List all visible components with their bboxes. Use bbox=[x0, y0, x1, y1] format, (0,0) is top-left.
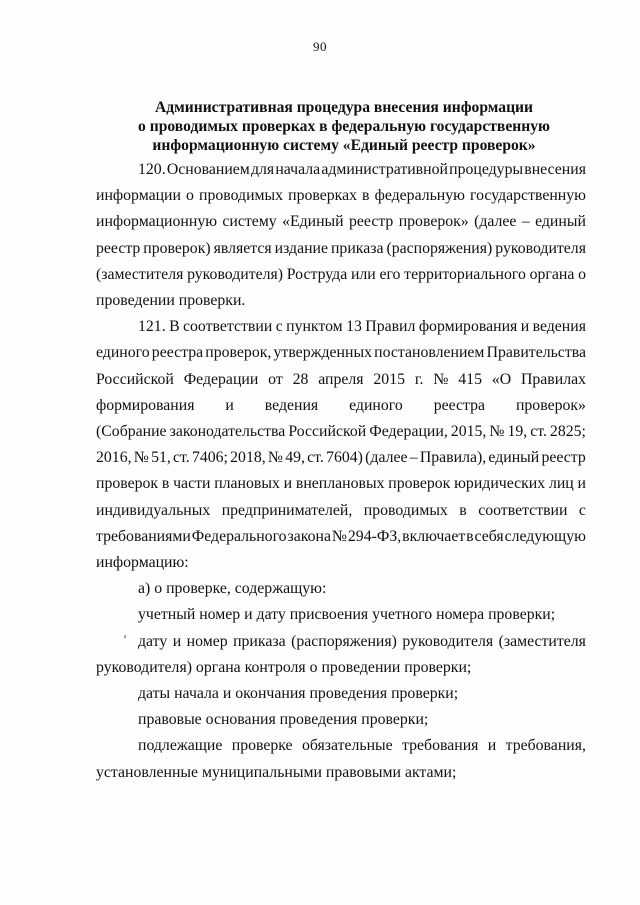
word: предпринимателей, bbox=[221, 501, 353, 519]
text-line bbox=[96, 629, 586, 655]
word: приказа bbox=[330, 239, 384, 257]
word: 2018, bbox=[230, 449, 266, 467]
word: 49, bbox=[285, 449, 305, 467]
word: 7604) bbox=[326, 449, 363, 467]
heading-line: информационную систему «Единый реестр проверок» bbox=[152, 137, 536, 155]
word: 13 bbox=[346, 318, 362, 336]
word: В bbox=[169, 318, 180, 336]
word: – bbox=[521, 213, 530, 231]
word: – bbox=[409, 449, 418, 467]
word: проверок) bbox=[143, 239, 211, 257]
text-line bbox=[96, 314, 586, 340]
word: Правилах bbox=[520, 370, 586, 388]
word: о bbox=[578, 265, 586, 283]
word: проверок bbox=[388, 475, 451, 493]
word: Российской bbox=[288, 423, 367, 441]
word: с bbox=[578, 501, 586, 519]
word: обязательные bbox=[301, 737, 393, 755]
word: территориального bbox=[404, 265, 526, 283]
word: требованиями bbox=[96, 527, 191, 545]
word: или bbox=[350, 265, 376, 283]
word: является bbox=[213, 239, 272, 257]
word: 415 bbox=[458, 370, 482, 388]
word: и bbox=[172, 632, 182, 650]
word: руководителя) bbox=[187, 265, 284, 283]
word: включает bbox=[402, 527, 466, 545]
word: постановлением bbox=[374, 344, 485, 362]
word: проверке bbox=[231, 737, 293, 755]
word: реестр bbox=[541, 449, 586, 467]
word: Российской bbox=[96, 370, 174, 388]
word: проверок bbox=[96, 475, 159, 493]
word: Федерации bbox=[183, 370, 259, 388]
word: ведения bbox=[532, 318, 586, 336]
word: в bbox=[161, 475, 170, 493]
text-line bbox=[96, 367, 586, 393]
word: (заместителя bbox=[96, 265, 184, 283]
word: и bbox=[225, 396, 234, 414]
word: проверок» bbox=[515, 396, 586, 414]
word: внеплановых bbox=[295, 475, 385, 493]
word: формирования bbox=[418, 318, 518, 336]
word: (распоряжения) bbox=[386, 239, 493, 257]
page-number: 90 bbox=[313, 39, 327, 54]
word: проверках bbox=[288, 187, 357, 205]
word: № bbox=[133, 449, 149, 467]
word: его bbox=[379, 265, 401, 283]
word: и bbox=[520, 318, 530, 336]
list-subitem: даты начала и окончания проведения проверки; bbox=[138, 685, 459, 703]
word: 2015 bbox=[373, 370, 405, 388]
word: ст. bbox=[307, 449, 324, 467]
word: индивидуальных bbox=[96, 501, 211, 519]
word: и bbox=[577, 475, 586, 493]
word: ведения bbox=[264, 396, 319, 414]
word: (далее bbox=[474, 213, 517, 231]
word: проводимых bbox=[199, 187, 284, 205]
word: 7406; bbox=[191, 449, 228, 467]
list-subitem bbox=[96, 733, 586, 785]
word: проверок» bbox=[398, 213, 469, 231]
word: 51, bbox=[151, 449, 171, 467]
word: требования bbox=[402, 737, 479, 755]
word: и bbox=[487, 737, 497, 755]
word: апреля bbox=[318, 370, 364, 388]
word: «О bbox=[491, 370, 512, 388]
word: органа bbox=[529, 265, 575, 283]
word: с bbox=[275, 318, 283, 336]
stray-mark: ' bbox=[124, 632, 127, 646]
word: в bbox=[362, 187, 370, 205]
word: внесения bbox=[524, 161, 586, 178]
text-line: руководителя) органа контроля о проведении проверки; bbox=[96, 658, 472, 676]
word: № bbox=[489, 423, 505, 441]
word: формирования bbox=[96, 396, 195, 414]
paragraph-120 bbox=[96, 157, 586, 314]
word: 294-ФЗ, bbox=[347, 527, 402, 545]
word: 2825; bbox=[549, 423, 586, 441]
word: реестр bbox=[96, 239, 141, 257]
word: соответствии bbox=[183, 318, 273, 336]
word: систему bbox=[222, 213, 277, 231]
word: «Единый bbox=[282, 213, 344, 231]
word: начала bbox=[275, 161, 321, 178]
word: реестра bbox=[433, 396, 486, 414]
word: федеральную bbox=[374, 187, 465, 205]
word: приказа bbox=[233, 632, 286, 650]
text-line bbox=[96, 236, 586, 262]
word: 2016, bbox=[96, 449, 132, 467]
word: от bbox=[268, 370, 283, 388]
text-line bbox=[96, 498, 586, 524]
text-line: информацию: bbox=[96, 554, 189, 572]
word: части bbox=[173, 475, 211, 493]
text-line: проведении проверки. bbox=[96, 292, 246, 310]
word: подлежащие bbox=[138, 737, 223, 755]
word: государственную bbox=[470, 187, 586, 205]
text-line bbox=[96, 419, 586, 445]
word: лиц bbox=[548, 475, 574, 493]
word: № bbox=[433, 370, 449, 388]
word: утвержденных bbox=[273, 344, 372, 362]
word: 28 bbox=[292, 370, 309, 388]
word: соответствии bbox=[478, 501, 568, 519]
word: № bbox=[331, 527, 347, 545]
word: 121. bbox=[138, 318, 166, 336]
list-subitem: учетный номер и дату присвоения учетного номера проверки; bbox=[138, 606, 556, 624]
word: административной bbox=[321, 161, 448, 178]
text-line bbox=[96, 183, 586, 209]
text-line bbox=[96, 524, 586, 550]
word: в bbox=[466, 527, 474, 545]
word: пунктом bbox=[286, 318, 343, 336]
word: процедуры bbox=[449, 161, 524, 178]
word: единый bbox=[488, 449, 540, 467]
word: единого bbox=[349, 396, 403, 414]
word: требования, bbox=[505, 737, 586, 755]
word: Правила), bbox=[419, 449, 487, 467]
text-line bbox=[96, 733, 586, 759]
word: информации bbox=[96, 187, 181, 205]
text-line bbox=[96, 262, 586, 288]
text-line bbox=[96, 393, 586, 419]
heading-line: Административная процедура внесения информации bbox=[154, 99, 534, 116]
word: Правительства bbox=[486, 344, 586, 362]
word: плановых bbox=[214, 475, 280, 493]
word: 120. bbox=[138, 161, 166, 178]
word: ст. bbox=[530, 423, 547, 441]
word: для bbox=[250, 161, 275, 178]
word: 2015, bbox=[450, 423, 487, 441]
word: дату bbox=[138, 632, 168, 650]
word: номер bbox=[186, 632, 228, 650]
word: (заместителя bbox=[498, 632, 586, 650]
word: проводимых bbox=[363, 501, 448, 519]
word: проверок, bbox=[205, 344, 272, 362]
word: следующую bbox=[504, 527, 586, 545]
word: Федерации, bbox=[369, 423, 448, 441]
word: Федерального bbox=[191, 527, 287, 545]
word: информационную bbox=[96, 213, 218, 231]
word: г. bbox=[414, 370, 424, 388]
text-line bbox=[96, 445, 586, 471]
word: реестра bbox=[151, 344, 204, 362]
word: законодательства bbox=[169, 423, 286, 441]
word: (распоряжения) bbox=[291, 632, 397, 650]
word: закона bbox=[287, 527, 331, 545]
text-line bbox=[96, 340, 586, 366]
word: реестр bbox=[349, 213, 394, 231]
word: о bbox=[186, 187, 194, 205]
word: Правил bbox=[365, 318, 416, 336]
word: единого bbox=[96, 344, 150, 362]
text-line bbox=[96, 209, 586, 235]
word: 19, bbox=[507, 423, 528, 441]
word: издание bbox=[274, 239, 329, 257]
text-line bbox=[96, 471, 586, 497]
word: № bbox=[267, 449, 283, 467]
word: себя bbox=[474, 527, 504, 545]
list-subitem: правовые основания проведения проверки; bbox=[138, 711, 429, 729]
word: и bbox=[283, 475, 293, 493]
document-body bbox=[96, 157, 586, 786]
section-heading bbox=[96, 98, 592, 156]
word: ст. bbox=[173, 449, 190, 467]
word: руководителя bbox=[495, 239, 586, 257]
heading-line: о проводимых проверках в федеральную государственную bbox=[138, 118, 550, 136]
paragraph-121 bbox=[96, 314, 586, 576]
list-item-a: а) о проверке, содержащую: bbox=[138, 580, 327, 598]
word: юридических bbox=[454, 475, 546, 493]
word: в bbox=[459, 501, 467, 519]
text-line: установленные муниципальными правовыми актами; bbox=[96, 763, 457, 781]
word: Роструда bbox=[286, 265, 348, 283]
word: единый bbox=[535, 213, 586, 231]
word: (далее bbox=[365, 449, 408, 467]
word: (Собрание bbox=[96, 423, 167, 441]
text-line bbox=[96, 157, 586, 183]
word: Основанием bbox=[166, 161, 250, 178]
word: руководителя bbox=[402, 632, 494, 650]
list-subitem bbox=[96, 629, 586, 681]
